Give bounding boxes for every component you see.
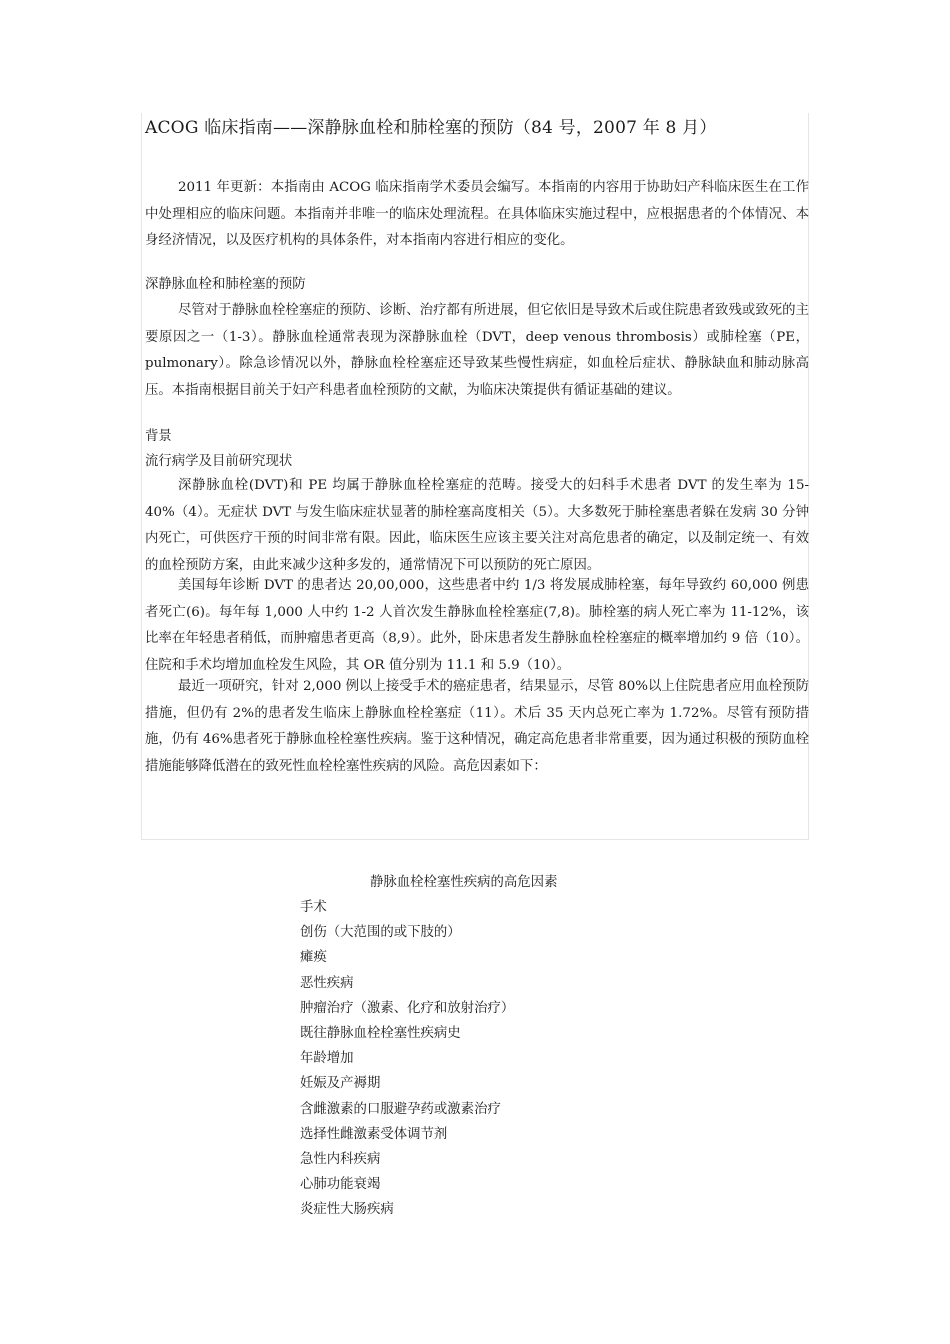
section-heading-prevention: 深静脉血栓和肺栓塞的预防 (145, 277, 306, 292)
background-paragraph-2: 美国每年诊断 DVT 的患者达 20,00,000，这些患者中约 1/3 将发展成肺栓塞，每年导致约 60,000 例患者死亡(6)。每年每 1,000 人中约 1-2 人首次发生静脉血栓栓塞症(7,8)。肺栓塞的病人死亡率为 11-12%，该比率在年轻患者稍低，而肿瘤患者更高（8,9）。此外，卧床患者发生静脉血栓栓塞症的概率增加约 9 倍（10）。住院和手术均增加血栓发生风险，其 OR 值分别为 11.1 和 5.9（10）。 (145, 578, 809, 673)
list-item: 年龄增加 (300, 1051, 354, 1067)
risk-factors-title: 静脉血栓栓塞性疾病的高危因素 (370, 875, 558, 890)
list-item: 创伤（大范围的或下肢的） (300, 925, 461, 941)
background-paragraph-1: 深静脉血栓(DVT)和 PE 均属于静脉血栓栓塞症的范畴。接受大的妇科手术患者 DVT 的发生率为 15-40%（4）。无症状 DVT 与发生临床症状显著的肺栓塞高度相关（5）。大多数死于肺栓塞患者躲在发病 30 分钟内死亡，可供医疗干预的时间非常有限。因此，临床医生应该主要关注对高危患者的确定，以及制定统一、有效的血栓预防方案，由此来减少这种多发的，通常情况下可以预防的死亡原因。 (145, 478, 809, 573)
list-item: 手术 (300, 900, 327, 915)
update-note: 2011 年更新：本指南由 ACOG 临床指南学术委员会编写。本指南的内容用于协助妇产科临床医生在工作中处理相应的临床问题。本指南并非唯一的临床处理流程。在具体临床实施过程中，应根据患者的个体情况、本身经济情况，以及医疗机构的具体条件，对本指南内容进行相应的变化。 (145, 180, 809, 248)
list-item: 恶性疾病 (300, 975, 354, 991)
list-item: 瘫痪 (300, 950, 327, 966)
list-item: 肿瘤治疗（激素、化疗和放射治疗） (300, 1000, 515, 1016)
list-item: 急性内科疾病 (300, 1152, 381, 1168)
list-item: 选择性雌激素受体调节剂 (300, 1126, 448, 1142)
list-item: 含雌激素的口服避孕药或激素治疗 (300, 1101, 501, 1117)
background-paragraph-3: 最近一项研究，针对 2,000 例以上接受手术的癌症患者，结果显示，尽管 80%以上住院患者应用血栓预防措施，但仍有 2%的患者发生临床上静脉血栓栓塞症（11）。术后 35 天内总死亡率为 1.72%。尽管有预防措施，仍有 46%患者死于静脉血栓栓塞性疾病。鉴于这种情况，确定高危患者非常重要，因为通过积极的预防血栓措施能够降低潜在的致死性血栓栓塞性疾病的风险。高危因素如下： (145, 679, 809, 774)
list-item: 妊娠及产褥期 (300, 1076, 381, 1092)
list-item: 心肺功能衰竭 (300, 1177, 381, 1193)
page-title: ACOG 临床指南——深静脉血栓和肺栓塞的预防（84 号，2007 年 8 月） (145, 118, 717, 138)
risk-factors-list (300, 895, 514, 1223)
prevention-paragraph: 尽管对于静脉血栓栓塞症的预防、诊断、治疗都有所进展，但它依旧是导致术后或住院患者致残或致死的主要原因之一（1-3）。静脉血栓通常表现为深静脉血栓（DVT，deep venous thrombosis）或肺栓塞（PE，pulmonary）。除急诊情况以外，静脉血栓栓塞症还导致某些慢性病症，如血栓后症状、静脉缺血和肺动脉高压。本指南根据目前关于妇产科患者血栓预防的文献，为临床决策提供有循证基础的建议。 (145, 303, 809, 398)
list-item: 既往静脉血栓栓塞性疾病史 (300, 1026, 461, 1042)
section-subheading-epidemiology: 流行病学及目前研究现状 (145, 454, 293, 469)
section-heading-background: 背景 (145, 429, 172, 444)
list-item: 炎症性大肠疾病 (300, 1202, 394, 1218)
